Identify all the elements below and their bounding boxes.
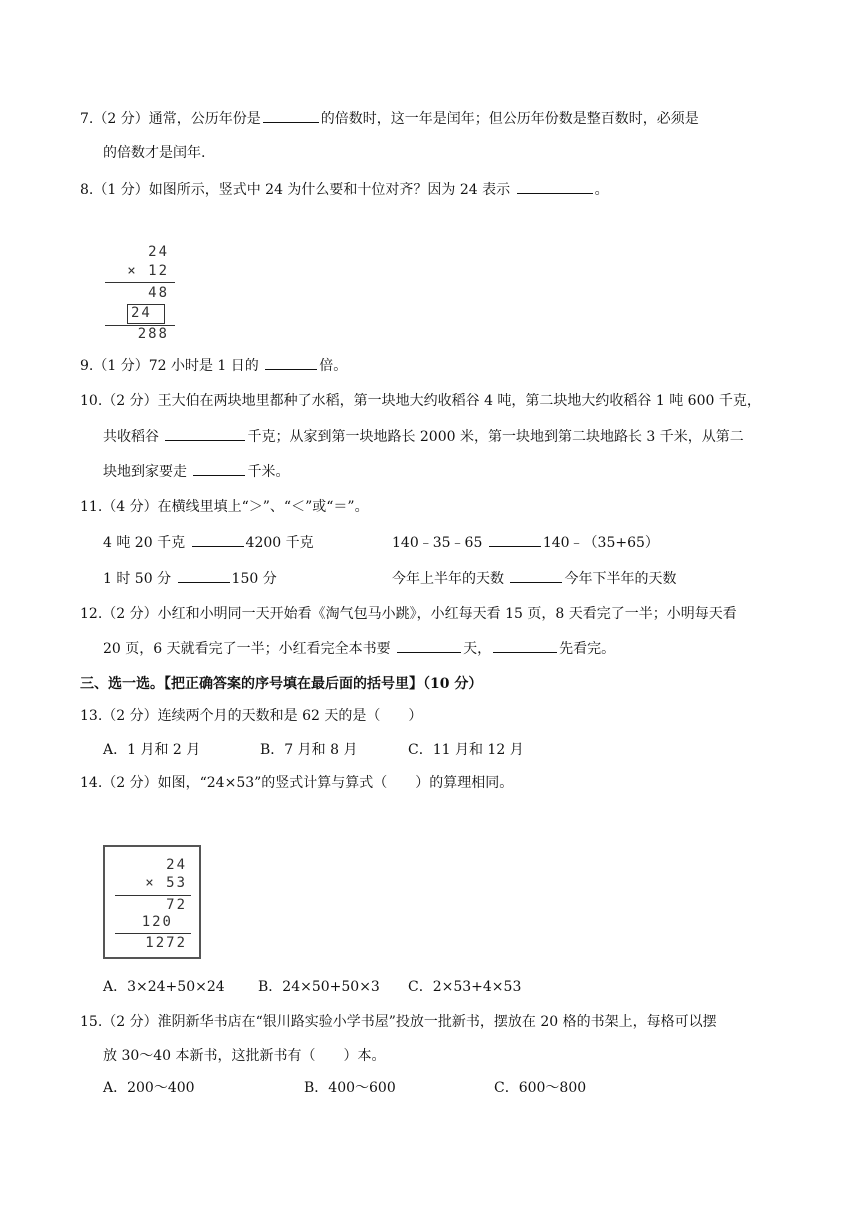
question-8 <box>80 179 609 200</box>
q15-line-2: 放 30～40 本新书，这批新书有（ ）本。 <box>103 1048 386 1064</box>
q15-option-c[interactable]: C．600～800 <box>494 1080 587 1096</box>
q14-calc-row-5: 1272 <box>145 935 187 951</box>
q11-item-c <box>103 568 277 589</box>
q8-calc-line-1 <box>105 282 175 283</box>
question-10: 10.（2 分）王大伯在两块地里都种了水稻，第一块地大约收稻谷 4 吨，第二块地大约收稻谷 1 吨 600 千克， <box>80 393 761 409</box>
q11-d-right: 今年下半年的天数 <box>564 571 677 587</box>
q8-calc-row-2: × 12 <box>127 263 169 279</box>
q11-a-blank[interactable] <box>192 532 244 547</box>
question-14: 14.（2 分）如图，“24×53”的竖式计算与算式（ ）的算理相同。 <box>80 775 514 791</box>
q8-calc-row-4: 24 <box>131 305 152 321</box>
question-15: 15.（2 分）淮阴新华书店在“银川路实验小学书屋”投放一批新书，摆放在 20 格的书架上，每格可以摆 <box>80 1014 717 1030</box>
q11-b-left: 140﹣35﹣65 <box>392 535 483 551</box>
q11-item-d <box>392 568 676 589</box>
q11-item-b <box>392 532 659 553</box>
q9-blank[interactable] <box>265 355 317 370</box>
q10-text-3b: 千米。 <box>247 464 290 480</box>
q12-text-2b: 天， <box>463 641 492 657</box>
q8-end: 。 <box>594 182 609 198</box>
q10-line-2 <box>103 426 744 447</box>
q11-c-blank[interactable] <box>178 568 230 583</box>
q14-calc-row-3: 72 <box>166 897 187 913</box>
question-13: 13.（2 分）连续两个月的天数和是 62 天的是（ ） <box>80 708 423 724</box>
q8-calc-row-1: 24 <box>148 244 169 260</box>
q7-blank-1[interactable] <box>263 108 319 123</box>
q13-option-a[interactable]: A．1 月和 2 月 <box>103 742 201 758</box>
q10-blank-2[interactable] <box>193 461 245 476</box>
q11-d-left: 今年上半年的天数 <box>392 571 504 587</box>
q12-text-2c: 先看完。 <box>559 641 616 657</box>
q14-option-b[interactable]: B．24×50+50×3 <box>258 979 380 995</box>
question-11: 11.（4 分）在横线里填上“＞”、“＜”或“＝”。 <box>80 499 369 515</box>
q15-option-b[interactable]: B．400～600 <box>304 1080 396 1096</box>
q8-calc-row-3: 48 <box>148 285 169 301</box>
q11-a-right: 4200 千克 <box>245 535 314 551</box>
q12-text-2a: 20 页，6 天就看完了一半；小红看完全本书要 <box>103 641 391 657</box>
q14-calc-row-1: 24 <box>166 857 187 873</box>
q7-text-b: 的倍数时，这一年是闰年；但公历年份数是整百数时，必须是 <box>320 111 699 127</box>
q10-text-3a: 块地到家要走 <box>103 464 187 480</box>
q8-blank[interactable] <box>517 179 593 194</box>
q14-option-c[interactable]: C．2×53+4×53 <box>408 979 522 995</box>
q14-calc-line-2 <box>115 933 191 934</box>
q11-item-a <box>103 532 314 553</box>
q14-calc-line-1 <box>115 895 191 896</box>
q8-vertical-calculation <box>105 244 175 344</box>
q10-blank-1[interactable] <box>165 426 245 441</box>
q12-line-2 <box>103 638 615 659</box>
q7-line-2: 的倍数才是闰年. <box>103 145 206 161</box>
q11-a-left: 4 吨 20 千克 <box>103 535 186 551</box>
q14-option-a[interactable]: A．3×24+50×24 <box>103 979 225 995</box>
question-12: 12.（2 分）小红和小明同一天开始看《淘气包马小跳》，小红每天看 15 页，8 天看完了一半；小明每天看 <box>80 606 737 622</box>
section-3-heading: 三、选一选。【把正确答案的序号填在最后面的括号里】（10 分） <box>80 676 483 692</box>
q14-calc-row-4: 120 <box>141 914 173 930</box>
q11-c-left: 1 时 50 分 <box>103 571 172 587</box>
q10-line-3 <box>103 461 289 482</box>
q10-text-2b: 千克；从家到第一块地路长 2000 米，第一块地到第二块地路长 3 千米，从第二 <box>247 429 744 445</box>
q11-b-blank[interactable] <box>489 532 541 547</box>
q13-option-b[interactable]: B．7 月和 8 月 <box>260 742 358 758</box>
q11-b-right: 140﹣（35+65） <box>542 535 659 551</box>
q8-text: 8.（1 分）如图所示，竖式中 24 为什么要和十位对齐？因为 24 表示 <box>80 182 511 198</box>
q12-blank-1[interactable] <box>397 638 461 653</box>
q15-option-a[interactable]: A．200～400 <box>103 1080 195 1096</box>
q10-text-2a: 共收稻谷 <box>103 429 159 445</box>
q7-text-a: 7.（2 分）通常，公历年份是 <box>80 111 261 127</box>
question-7 <box>80 108 699 129</box>
q14-vertical-calculation <box>103 845 201 959</box>
q14-calc-row-2: × 53 <box>145 875 187 891</box>
question-9 <box>80 355 347 376</box>
q13-option-c[interactable]: C．11 月和 12 月 <box>408 742 524 758</box>
q11-c-right: 150 分 <box>231 571 277 587</box>
q12-blank-2[interactable] <box>493 638 557 653</box>
q8-calc-row-5: 288 <box>137 326 169 342</box>
q9-end: 倍。 <box>319 358 348 374</box>
q11-d-blank[interactable] <box>510 568 562 583</box>
q9-text: 9.（1 分）72 小时是 1 日的 <box>80 358 259 374</box>
